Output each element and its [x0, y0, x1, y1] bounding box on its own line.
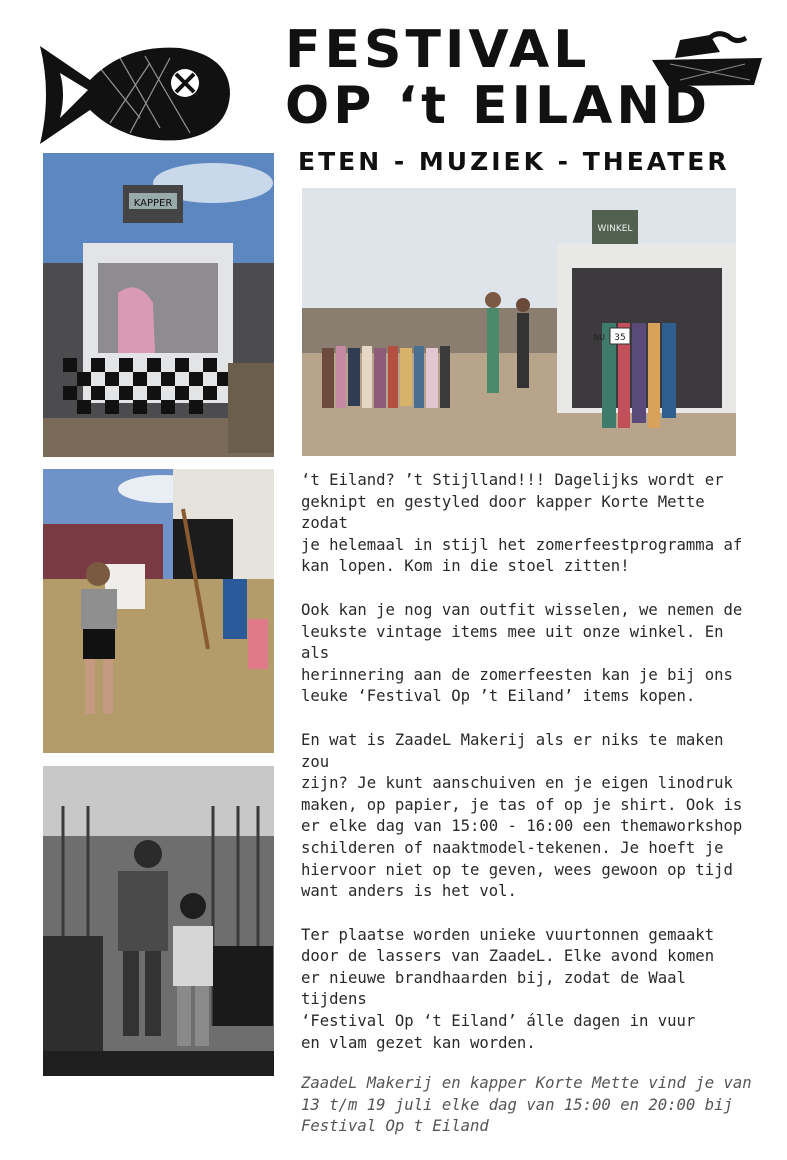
paragraph-winkel: Ook kan je nog van outfit wisselen, we nemen de leukste vintage items mee uit onze winkel. En als herinnering aan de zomerfeesten kan je bij ons leuke ‘Festival Op ’t Eiland’ items kopen.	[301, 600, 743, 706]
article-text	[301, 470, 761, 1160]
subtitle: ETEN - MUZIEK - THEATER	[298, 147, 730, 176]
title-line-2: OP ‘t EILAND	[285, 76, 712, 136]
size-tag: NU	[593, 333, 605, 342]
price-tag: 35	[614, 333, 626, 343]
festival-title	[285, 22, 765, 134]
title-line-1: FESTIVAL	[285, 20, 591, 80]
photo-kapper	[43, 153, 274, 457]
photo-welding	[43, 766, 274, 1076]
kapper-sign: KAPPER	[133, 198, 173, 209]
winkel-sign: WINKEL	[597, 224, 633, 234]
closing-note: ZaadeL Makerij en kapper Korte Mette vind je van 13 t/m 19 juli elke dag van 15:00 en 20:00 bij Festival Op t Eiland	[301, 1074, 752, 1136]
paragraph-kapper: ‘t Eiland? ’t Stijlland!!! Dagelijks wordt er geknipt en gestyled door kapper Korte Mette zodat je helemaal in stijl het zomerfeestprogramma af kan lopen. Kom in die stoel zitten!	[301, 471, 743, 576]
photo-winkel	[302, 188, 736, 456]
photo-workshop	[43, 469, 274, 753]
fish-logo-icon	[30, 38, 235, 150]
paragraph-makerij: En wat is ZaadeL Makerij als er niks te maken zou zijn? Je kunt aanschuiven en je eigen linodruk maken, op papier, je tas of op je shirt. Ook is er elke dag van 15:00 - 16:00 een themaworkshop schilderen of naaktmodel-tekenen. Je hoeft je hiervoor niet op te geven, wees gewoon op tijd want anders is het vol.	[301, 730, 743, 901]
paragraph-vuurtonnen: Ter plaatse worden unieke vuurtonnen gemaakt door de lassers van ZaadeL. Elke avond komen er nieuwe brandhaarden bij, zodat de Waal tijdens ‘Festival Op ‘t Eiland’ álle dagen in vuur en vlam gezet kan worden.	[301, 925, 715, 1052]
